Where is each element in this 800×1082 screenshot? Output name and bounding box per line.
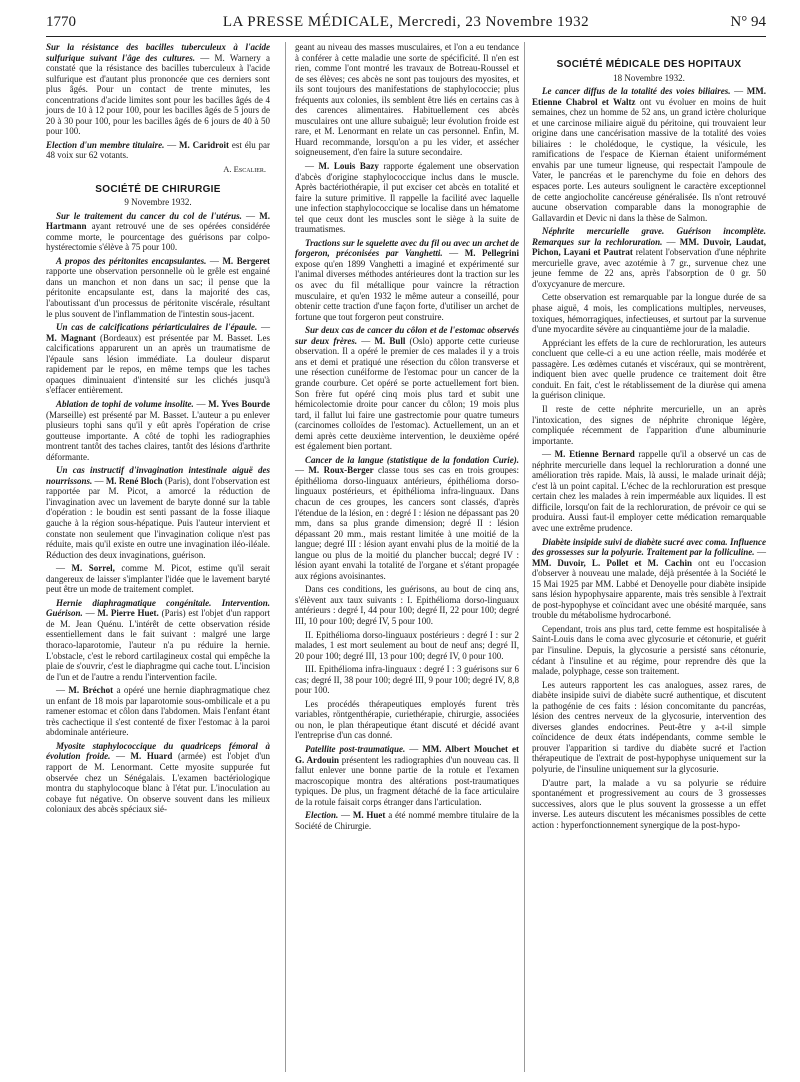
- author: MM. Albert Mouchet et G. Ardouin: [295, 744, 520, 765]
- article-title: Hernie diaphragmatique congénitale. Intervention. Guérison.: [46, 597, 270, 619]
- article: Diabète insipide suivi de diabète sucré avec coma. Influence des grossesses sur la polyurie. Traitement par la folliculine. — MM. Duvoir, L. Pollet et M. Cachin ont eu l'occasion d'observer à nouveau une malade, déjà présentée à la Société le 15 Mai 1925 par MM. Labbé et Denoyelle pour diabète insipide sans lésion hypophysaire apparente, mais très sensible à l'extrait de post-hypophyse et coïncidant avec une obésité marquée, sans trouble du métabolisme hydrocarboné.: [532, 536, 767, 621]
- article-text: ayant retrouvé une de ses opérées considérée comme morte, le pourcentage des guérisons par colpo-hystérectomie s'élève à 75 pour 100.: [46, 221, 271, 253]
- article: Sur le traitement du cancer du col de l'utérus. — M. Hartmann ayant retrouvé une de ses opérées considérée comme morte, le pourcentage des guérisons par colpo-hystérectomie s'élève à 75 pour 100.: [46, 210, 271, 253]
- author: M. Hartmann: [46, 210, 271, 232]
- article-title: Patellite post-traumatique.: [305, 744, 406, 754]
- paragraph: Appréciant les effets de la cure de rechloruration, les auteurs concluent que celle-ci a eu une action réelle, mais modérée et passagère. Les œdèmes cutanés et viscéraux, qui se montrèrent, indiquent bien avec quelle prudence ce traitement doit être conduit. En fait, c'est le rétablissement de la diurèse qui amena la guérison clinique.: [532, 337, 766, 401]
- article-text: a opéré une hernie diaphragmatique chez un enfant de 18 mois par laparotomie sous-ombilicale et a pu ramener estomac et côlon dans l'abdomen. Mais l'enfant étant très cachectique il s'est contenté de fixer l'estomac à la paroi abdominale antérieure.: [46, 685, 271, 738]
- article-text: (Bordeaux) est présentée par M. Basset. Les calcifications apparurent un an après un traumatisme de l'épaule sans lésion immédiate. La douleur disparut rapidement par le repos, en même temps que les taches opaques diminuaient d'intensité sur les clichés jusqu'à s'effacer entièrement.: [46, 332, 271, 396]
- article-text: ont eu l'occasion d'observer à nouveau une malade, déjà présentée à la Société le 15 Mai 1925 par MM. Labbé et Denoyelle pour diabète insipide sans lésion hypophysaire apparente, mais très sensible à l'extrait de post-hypophyse et coïncidant avec une obésité marquée, sans trouble du métabolisme hydrocarboné.: [532, 557, 767, 621]
- column-2: [295, 42, 519, 834]
- header-rule: [46, 36, 766, 37]
- article-text: est élu par 48 voix sur 62 votants.: [46, 139, 271, 161]
- article: A propos des péritonites encapsulantes. — M. Bergeret rapporte une observation personnelle où le grêle est engainé dans un manchon et non dans un sac; il pense que la péritonite encapsulante est, dans la majorité des cas, l'aboutissant d'un processus de péritonite viscérale, résultant le plus souvent de l'inflammation de l'intestin sous-jacent.: [46, 255, 271, 319]
- author: M. Bergeret: [222, 255, 271, 266]
- article: Un cas de calcifications périarticulaires de l'épaule. — M. Magnant (Bordeaux) est présentée par M. Basset. Les calcifications apparurent un an après un traumatisme de l'épaule sans lésion immédiate. La douleur disparut rapidement par le repos, en même temps que les taches opaques diminuaient d'intensité sur les clichés jusqu'à s'effacer entièrement.: [46, 322, 271, 396]
- article-text: (armée) est l'objet d'un rapport de M. Lenormant. Cette myosite suppurée fut observée chez un Sénégalais. L'examen bactériologique montra du staphylocoque blanc à l'état pur. L'inoculation au cobaye fut négative. On observe souvent dans les milieux coloniaux des abcès spéciaux sié-: [46, 751, 271, 815]
- article-text: classe tous ses cas en trois groupes: épithélioma dorso-linguaux antérieurs, épithélioma dorso-linguaux postérieurs, et épithélioma infra-linguaux. Dans chacun de ces groupes, les cancers sont classés, d'après l'étendue de la lésion, en : degré I : lésion ne dépassant pas 20 mm, dans sa plus grande dimension; degré II : lésion dépassant 20 mm., mais restant limitée à une moitié de la langue; degré III : lésion ayant envahi plus de la moitié de la langue ou plus de la moitié du plancher buccal; degré IV : lésion ayant envahi la totalité de l'organe et s'étant propagée aux régions avoisinantes.: [295, 465, 519, 581]
- paragraph: II. Epithélioma dorso-linguaux postérieurs : degré I : sur 2 malades, 1 est mort seulement au bout de neuf ans; degré II, 20 pour 100; degré III, 13 pour 100; degré IV, 0 pour 100.: [295, 629, 519, 661]
- article-text: rapporte également une observation d'abcès d'origine staphylococcique inclus dans le muscle. Après bactériothérapie, il put exciser cet abcès en totalité et faire la suture primitive. Il rappelle la facilité avec laquelle une infection staphylococcique se localise dans un hématome tel que ceux dont les muscles sont le siège à la suite de traumatismes.: [295, 161, 520, 235]
- paragraph: Il reste de cette néphrite mercurielle, un an après l'intoxication, des signes de néphrite chronique légère, compliquée récemment de l'apparition d'une albuminurie importante.: [532, 403, 766, 446]
- article-text: rapporte une observation personnelle où le grêle est engainé dans un manchon et non dans un sac; il pense que la péritonite encapsulante est, dans la majorité des cas, l'aboutissant d'un processus de péritonite viscérale, résultant le plus souvent de l'inflammation de l'intestin sous-jacent.: [46, 266, 270, 319]
- article-continued: geant au niveau des masses musculaires, et l'on a eu tendance à conférer à cette maladie une sorte de spécificité. Il n'en est rien, comme l'ont montré les travaux de Botreau-Roussel et de ses élèves; ces abcès ne sont pas toujours des myosites, et ils sont toujours des manifestations de staphylococcie; plus fréquents aux colonies, ils semblent être liés en certains cas à des carences alimentaires. Habituellement ces abcès musculaires ont une allure subaiguë; leur évolution froide est rare, et M. Lenormant en relate un cas personnel. Enfin, M. Huard recommande, lorsqu'on a pu les vider, et assécher soigneusement, d'en faire la suture secondaire.: [295, 42, 519, 158]
- section-title: SOCIÉTÉ DE CHIRURGIE: [95, 183, 221, 195]
- article-title: Le cancer diffus de la totalité des voies biliaires.: [542, 86, 731, 97]
- article: Tractions sur le squelette avec du fil ou avec un archet de forgeron, préconisées par Vanghetti. — M. Pellegrini expose qu'en 1899 Vanghetti a imaginé et expérimenté sur l'animal diverses méthodes antérieures dont la traction sur les os avec du fil métallique pour vaincre la rétraction musculaire, et qu'en 1932 le même auteur a conseillé, pour obtenir cette traction d'une façon forte, d'utiliser un archet de fortune que tout forgeron peut construire.: [295, 237, 520, 322]
- author: M. Etienne Bernard: [554, 449, 635, 460]
- article: Cancer de la langue (statistique de la fondation Curie). — M. Roux-Berger classe tous ses cas en trois groupes: épithélioma dorso-linguaux antérieurs, épithélioma dorso-linguaux postérieurs, et épithélioma infra-linguaux. Dans chacun de ces groupes, les cancers sont classés, d'après l'étendue de la lésion, en : degré I : lésion ne dépassant pas 20 mm, dans sa plus grande dimension; degré II : lésion dépassant 20 mm., mais restant limitée à une moitié de la langue; degré III : lésion ayant envahi plus de la moitié de la langue ou plus de la moitié du plancher buccal; degré IV : lésion ayant envahi la totalité de l'organe et s'étant propagée aux régions avoisinantes.: [295, 454, 519, 581]
- article-text: (Paris) est l'objet d'un rapport de M. Jean Quénu. L'intérêt de cette observation réside essentiellement dans le fait suivant : malgré une large thoraco-laparotomie, l'auteur n'a pu réduire la hernie. L'obstacle, c'est le rebord cartilagineux costal qui empêche la plaie de s'ouvrir, c'est le diaphragme qui cache tout. L'incision de l'un et de l'autre a rendu l'intervention facile.: [46, 608, 271, 682]
- article-title: Election.: [305, 810, 339, 821]
- article: Myosite staphylococcique du quadriceps fémoral à évolution froide. — M. Huard (armée) est l'objet d'un rapport de M. Lenormant. Cette myosite suppurée fut observée chez un Sénégalais. L'examen bactériologique montra du staphylocoque blanc à l'état pur. L'inoculation au cobaye fut négative. On observe souvent dans les milieux coloniaux des abcès spéciaux sié-: [46, 740, 271, 815]
- article-text: a constaté que la résistance des bacilles tuberculeux à l'acide sulfurique est d'autant plus prononcée que ces derniers sont plus âgés. Pour un contact de trente minutes, les concentrations d'acide limites sont pour les bacilles âgés de 4 jours de 10 à 12 pour 100, pour les bacilles âgés de 5 jours de 20 à 30 pour 100, pour les bacilles âgés de 6 jours de 40 à 50 pour 100.: [46, 52, 270, 137]
- author: M. René Bloch: [105, 475, 163, 486]
- article-title: Sur deux cas de cancer du côlon et de l'estomac observés sur deux frères.: [295, 325, 519, 346]
- section-title: SOCIÉTÉ MÉDICALE DES HOPITAUX: [556, 59, 742, 70]
- article: — M. Sorrel, comme M. Picot, estime qu'il serait dangereux de laisser s'implanter l'idée que le lavement baryté peut être un mode de traitement complet.: [46, 563, 271, 595]
- article-title: Sur le traitement du cancer du col de l'utérus.: [56, 210, 242, 221]
- article-title: Ablation de tophi de volume insolite.: [56, 398, 194, 409]
- column-divider: [524, 42, 525, 1072]
- column-divider: [285, 42, 286, 1072]
- page-number: 1770: [46, 14, 76, 30]
- article-text: présentent les radiographies d'un nouveau cas. Il fallut enlever une bonne partie de la rotule et l'examen macroscopique montra des altérations post-traumatiques typiques. De plus, un fragment détaché de la face articulaire de la rotule faisait corps étranger dans l'articulation.: [295, 754, 520, 807]
- author: M. Sorrel,: [71, 563, 115, 574]
- page-header: [46, 12, 766, 36]
- author: M. Yves Bourde: [208, 398, 270, 409]
- article-text: relatent l'observation d'une néphrite mercurielle grave, avec azotémie à 7 gr., survenue chez une jeune femme de 22 ans, après l'absorption de 0 gr. 50 d'oxycyanure de mercure.: [532, 247, 767, 289]
- signature: A. Escalier.: [223, 164, 266, 175]
- article-text: ont vu évoluer en moins de huit semaines, chez un homme de 52 ans, un grand ictère cholurique et une carcinose miliaire aiguë du péritoine, qui trouvaient leur origine dans une cancérisation massive de la totalité des voies biliaires : le cholédoque, le cystique, la vésicule, les ramifications de l'espace de Kiernan étaient uniformément envahis par une tumeur ligneuse, qui respectait l'ampoule de Vater, le pancréas et le parenchyme du foie en dehors des espaces porte. Les auteurs soulignent le caractère exceptionnel de cette angiocholite cancéreuse généralisée. Ils n'ont retrouvé aucune observation comparable dans la monographie de Gallavardin et Devic ni dans la thèse de Salmon.: [532, 96, 767, 223]
- paragraph: Les auteurs rapportent les cas analogues, assez rares, de diabète insipide suivi de diabète sucré authentique, et discutent la pathogénie de ces faits : lésion concomitante du pancréas, lésion des centres nerveux de la glycosurie, intervention des diverses glandes endocrines. Peut-être y a-t-il simple coïncidence de deux états indépendants, comme semble le prouver l'apparition si tardive du diabète sucré et l'action thérapeutique de l'extrait de post-hypophyse uniquement sur la polyurie, de l'insuline uniquement sur la glycosurie.: [532, 679, 766, 774]
- article-text: (Oslo) apporte cette curieuse observation. Il a opéré le premier de ces malades il y a trois ans et demi et pratiqué une résection du côlon transverse et une résection cunéiforme de l'estomac pour un cancer de la grande courbure. Cet opéré se porte actuellement fort bien. Son frère fut opéré cinq mois plus tard et subit une hémicolectomie droite pour cancer du côlon; 19 mois plus tard, il fallut lui faire une gastrectomie pour quatre tumeurs (carcinomes colloïdes de l'estomac). Actuellement, un an et demi après cette deuxième intervention, le deuxième opéré est également bien portant.: [295, 335, 520, 452]
- article: Sur la résistance des bacilles tuberculeux à l'acide sulfurique suivant l'âge des cultures. — M. Warnery a constaté que la résistance des bacilles tuberculeux à l'acide sulfurique est d'autant plus prononcée que ces derniers sont plus âgés. Pour un contact de trente minutes, les concentrations d'acide limites sont pour les bacilles âgés de 4 jours de 10 à 12 pour 100, pour les bacilles âgés de 5 jours de 20 à 30 pour 100, pour les bacilles âgés de 6 jours de 40 à 50 pour 100.: [46, 42, 270, 137]
- paragraph: Dans ces conditions, les guérisons, au bout de cinq ans, s'élèvent aux taux suivants : I. Epithélioma dorso-linguaux antérieurs : degré I, 44 pour 100; degré II, 22 pour 100; degré III, 10 pour 100; degré IV, 5 pour 100.: [295, 584, 519, 626]
- author: M. Huard: [130, 751, 173, 762]
- author: M. Roux-Berger: [308, 465, 374, 476]
- author: M. Bull: [374, 335, 406, 346]
- paragraph: Les procédés thérapeutiques employés furent très variables, röntgenthérapie, curiethérapie, chirurgie, associées ou non, le plan thérapeutique étant discuté et décidé avant l'entreprise d'un cas donné.: [295, 698, 519, 741]
- article-title: Un cas de calcifications périarticulaires de l'épaule.: [56, 322, 258, 333]
- journal-title: LA PRESSE MÉDICALE, Mercredi, 23 Novembre 1932: [222, 14, 590, 30]
- article: Néphrite mercurielle grave. Guérison incomplète. Remarques sur la rechloruration. — MM. Duvoir, Laudat, Pichon, Layani et Pautrat relatent l'observation d'une néphrite mercurielle grave, avec azotémie à 7 gr., survenue chez une jeune femme de 22 ans, après l'absorption de 0 gr. 50 d'oxycyanure de mercure.: [532, 226, 767, 289]
- author: M. Pierre Huet.: [97, 608, 159, 619]
- article: Ablation de tophi de volume insolite. — M. Yves Bourde (Marseille) est présenté par M. Basset. L'auteur a pu enlever plusieurs tophi sans qu'il y eût après l'opération de crise goutteuse importante. A côté de tophi les radiographies montrent tantôt des taches claires, tantôt des lésions d'arthrite déformante.: [46, 398, 270, 462]
- paragraph: Cependant, trois ans plus tard, cette femme est hospitalisée à Saint-Louis dans le coma avec glycosurie et cétonurie, et guérit par l'insuline. Depuis, la glycosurie a persisté sans cétonurie, cédant à l'insuline et au régime, pour reprendre dès que la malade, polyphage, cesse son traitement.: [532, 623, 766, 677]
- article-text: a été nommé membre titulaire de la Société de Chirurgie.: [295, 810, 519, 831]
- article: Election. — M. Huet a été nommé membre titulaire de la Société de Chirurgie.: [295, 810, 519, 831]
- article: — M. Bréchot a opéré une hernie diaphragmatique chez un enfant de 18 mois par laparotomie sous-ombilicale et a pu ramener estomac et côlon dans l'abdomen. Mais l'enfant étant très cachectique il s'est contenté de fixer l'estomac à la paroi abdominale antérieure.: [46, 685, 271, 738]
- author: M. Bréchot: [68, 685, 114, 696]
- article-text: (Paris), dont l'observation est rapportée par M. Picot, a amorcé la réduction de l'invagination avec un lavement de baryte donné sur la table d'opération : le boudin est senti passant de la fosse iliaque gauche à la région sous-hépatique. Puis l'auteur intervient et constate non seulement que l'invagination colique n'est pas réduite, mais qu'il existe en outre une invagination iléo-iléale. Réduction des deux invaginations, guérison.: [46, 475, 271, 560]
- article-text: expose qu'en 1899 Vanghetti a imaginé et expérimenté sur l'animal diverses méthodes antérieures dont la traction sur les os avec du fil métallique pour vaincre la rétraction musculaire, et qu'en 1932 le même auteur a conseillé, pour obtenir cette traction d'une façon forte, d'utiliser un archet de fortune que tout forgeron peut construire.: [295, 258, 519, 322]
- article-text: (Marseille) est présenté par M. Basset. L'auteur a pu enlever plusieurs tophi sans qu'il y eût après l'opération de crise goutteuse importante. A côté de tophi les radiographies montrent tantôt des taches claires, tantôt des lésions d'arthrite déformante.: [46, 409, 270, 462]
- article-title: Cancer de la langue (statistique de la fondation Curie).: [305, 454, 519, 465]
- article-title: Myosite staphylococcique du quadriceps fémoral à évolution froide.: [46, 740, 270, 762]
- author: M. Pellegrini: [464, 248, 520, 259]
- paragraph: Cette observation est remarquable par la longue durée de sa phase aiguë, 4 mois, les complications multiples, nerveuses, toxiques, hémorragiques, infectieuses, et surtout par la survenue d'une myocardite sévère au cinquantième jour de la maladie.: [532, 292, 766, 335]
- paragraph: D'autre part, la malade a vu sa polyurie se réduire spontanément et progressivement au cours de 3 grossesses successives, alors que le plus souvent la grossesse a un effet inverse. Les auteurs discutent les mécanismes possibles de cette action : hyperfonctionnement synergique de la post-hypo-: [532, 777, 766, 830]
- section-date: 18 Novembre 1932.: [613, 72, 685, 83]
- column-3: [532, 42, 766, 833]
- article: Sur deux cas de cancer du côlon et de l'estomac observés sur deux frères. — M. Bull (Oslo) apporte cette curieuse observation. Il a opéré le premier de ces malades il y a trois ans et demi et pratiqué une résection du côlon transverse et une résection cunéiforme de l'estomac pour un cancer de la grande courbure. Cet opéré se porte actuellement fort bien. Son frère fut opéré cinq mois plus tard et subit une hémicolectomie droite pour cancer du côlon; 19 mois plus tard, il fallut lui faire une gastrectomie pour quatre tumeurs (carcinomes colloïdes de l'estomac). Actuellement, un an et demi après cette deuxième intervention, le deuxième opéré est également bien portant.: [295, 325, 520, 452]
- author: M. Magnant: [46, 332, 96, 343]
- article-text: comme M. Picot, estime qu'il serait dangereux de laisser s'implanter l'idée que le lavement baryté peut être un mode de traitement complet.: [46, 563, 271, 595]
- article-title: Diabète insipide suivi de diabète sucré avec coma. Influence des grossesses sur la polyurie. Traitement par la folliculine.: [532, 536, 766, 558]
- article: — M. Louis Bazy rapporte également une observation d'abcès d'origine staphylococcique inclus dans le muscle. Après bactériothérapie, il put exciser cet abcès en totalité et faire la suture primitive. Il rappelle la facilité avec laquelle une infection staphylococcique se localise dans un hématome tel que ceux dont les muscles sont le siège à la suite de traumatismes.: [295, 161, 520, 235]
- article: Hernie diaphragmatique congénitale. Intervention. Guérison. — M. Pierre Huet. (Paris) est l'objet d'un rapport de M. Jean Quénu. L'intérêt de cette observation réside essentiellement dans le fait suivant : malgré une large thoraco-laparotomie, l'auteur n'a pu réduire la hernie. L'obstacle, c'est le rebord cartilagineux costal qui empêche la plaie de s'ouvrir, c'est le diaphragme qui cache tout. L'incision de l'un et de l'autre a rendu l'intervention facile.: [46, 597, 271, 682]
- author: MM. Etienne Chabrol et Waltz: [532, 86, 767, 107]
- section-date: 9 Novembre 1932.: [124, 197, 192, 208]
- article: — M. Etienne Bernard rappelle qu'il a observé un cas de néphrite mercurielle dans lequel la rechloruration a donné une amélioration très rapide. Mais, là aussi, le malade urinait déjà; c'est là un point capital. L'échec de la rechloruration est presque certain chez les malades à rein imperméable aux liquides. Il est difficile, lorsqu'on fait de la rechloruration, de prévoir ce qui se produira. Aussi faut-il employer cette médication remarquable avec une extrême prudence.: [532, 449, 766, 533]
- author: MM. Duvoir, L. Pollet et M. Cachin: [532, 557, 692, 568]
- article-title: Tractions sur le squelette avec du fil ou avec un archet de forgeron, préconisées par Vanghetti.: [295, 237, 519, 259]
- article-title: Néphrite mercurielle grave. Guérison incomplète. Remarques sur la rechloruration.: [532, 226, 766, 247]
- article-title: Un cas instructif d'invagination intestinale aiguë des nourrissons.: [46, 465, 270, 486]
- article: Patellite post-traumatique. — MM. Albert Mouchet et G. Ardouin présentent les radiographies d'un nouveau cas. Il fallut enlever une bonne partie de la rotule et l'examen macroscopique montra des altérations post-traumatiques typiques. De plus, un fragment détaché de la face articulaire de la rotule faisait corps étranger dans l'articulation.: [295, 744, 520, 807]
- article-text: rappelle qu'il a observé un cas de néphrite mercurielle dans lequel la rechloruration a donné une amélioration très rapide. Mais, là aussi, le malade urinait déjà; c'est là un point capital. L'échec de la rechloruration est presque certain chez les malades à rein imperméable aux liquides. Il est difficile, lorsqu'on fait de la rechloruration, de prévoir ce qui se produira. Aussi faut-il employer cette médication remarquable avec une extrême prudence.: [532, 449, 766, 533]
- author: M. Warnery: [214, 52, 261, 63]
- article-title: Election d'un membre titulaire.: [46, 139, 165, 150]
- article: Un cas instructif d'invagination intestinale aiguë des nourrissons. — M. René Bloch (Paris), dont l'observation est rapportée par M. Picot, a amorcé la réduction de l'invagination avec un lavement de baryte donné sur la table d'opération : le boudin est senti passant de la fosse iliaque gauche à la région sous-hépatique. Puis l'auteur intervient et constate non seulement que l'invagination colique n'est pas réduite, mais qu'il existe en outre une invagination iléo-iléale. Réduction des deux invaginations, guérison.: [46, 465, 271, 560]
- article: Le cancer diffus de la totalité des voies biliaires. — MM. Etienne Chabrol et Waltz ont vu évoluer en moins de huit semaines, chez un homme de 52 ans, un grand ictère cholurique et une carcinose miliaire aiguë du péritoine, qui trouvaient leur origine dans une cancérisation massive de la totalité des voies biliaires : le cholédoque, le cystique, la vésicule, les ramifications de l'espace de Kiernan étaient uniformément envahis par une tumeur ligneuse, qui respectait l'ampoule de Vater, le pancréas et le parenchyme du foie en dehors des espaces porte. Les auteurs soulignent le caractère exceptionnel de cette angiocholite cancéreuse généralisée. Ils n'ont retrouvé aucune observation comparable dans la monographie de Gallavardin et Devic ni dans la thèse de Salmon.: [532, 86, 767, 223]
- author: M. Huet: [352, 810, 386, 821]
- article: Election d'un membre titulaire. — M. Caridroit est élu par 48 voix sur 62 votants.: [46, 139, 271, 161]
- issue-number: N° 94: [730, 14, 766, 30]
- article-title: Sur la résistance des bacilles tuberculeux à l'acide sulfurique suivant l'âge des cultures.: [46, 42, 270, 63]
- author: M. Caridroit: [179, 139, 229, 150]
- paragraph: III. Epithélioma infra-linguaux : degré I : 3 guérisons sur 6 cas; degré II, 38 pour 100; degré III, 9 pour 100; degré IV, 8,8 pour 100.: [295, 664, 519, 696]
- author: M. Louis Bazy: [318, 161, 379, 172]
- column-1: [46, 42, 270, 818]
- article-title: A propos des péritonites encapsulantes.: [56, 255, 207, 266]
- author: MM. Duvoir, Laudat, Pichon, Layani et Pautrat: [532, 236, 766, 258]
